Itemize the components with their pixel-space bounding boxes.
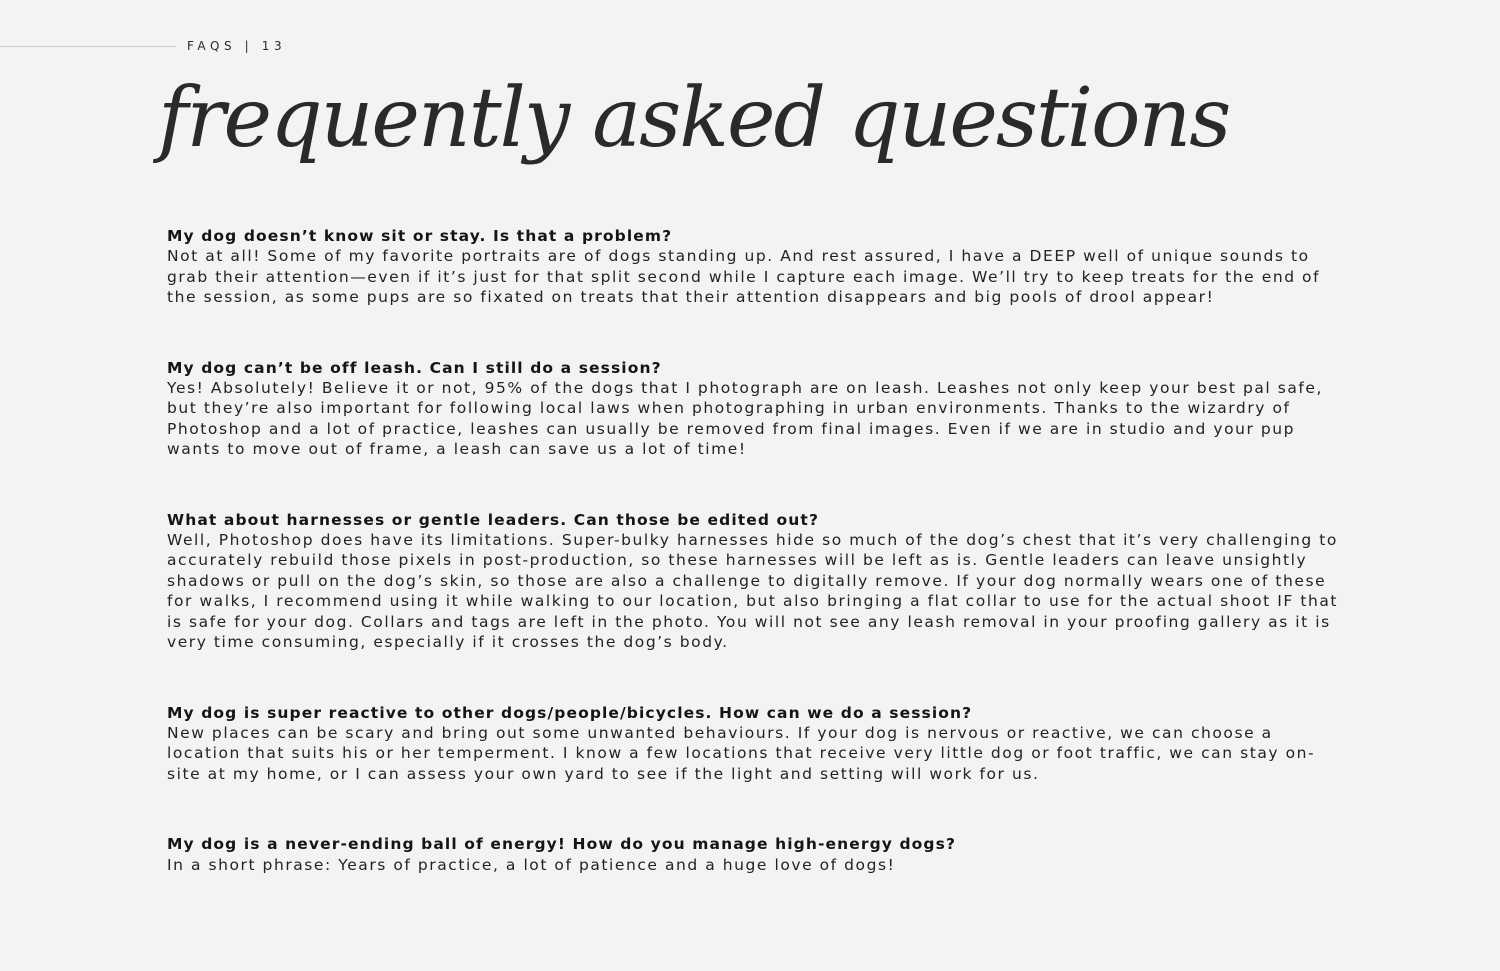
faq-question: What about harnesses or gentle leaders. Can those be edited out? — [167, 510, 820, 529]
faq-answer: In a short phrase: Years of practice, a lot of patience and a huge love of dogs! — [167, 855, 896, 874]
faq-answer: New places can be scary and bring out some unwanted behaviours. If your dog is nervous or reactive, we can choose a location that suits his or her temperment. I know a few locations that receive very little dog or foot traffic, we can stay on-site at my home, or I can assess your own yard to see if the light and setting will work for us. — [167, 723, 1316, 783]
faq-answer: Not at all! Some of my favorite portraits are of dogs standing up. And rest assured, I have a DEEP well of unique sounds to grab their attention—even if it’s just for that split second while I capture each image. We’ll try to keep treats for the end of the session, as some pups are so fixated on treats that their attention disappears and big pools of drool appear! — [167, 247, 1321, 307]
faq-answer: Yes! Absolutely! Believe it or not, 95% of the dogs that I photograph are on leash. Leashes not only keep your best pal safe, but they’re also important for following local laws when photographing in urban environments. Thanks to the wizardry of Photoshop and a lot of practice, leashes can usually be removed from final images. Even if we are in studio and your pup wants to move out of frame, a leash can save us a lot of time! — [167, 379, 1323, 459]
faq-item — [167, 703, 1342, 785]
faq-question: My dog can’t be off leash. Can I still do a session? — [167, 358, 662, 377]
header-rule — [0, 46, 176, 47]
faq-item — [167, 226, 1342, 308]
section-page-label: FAQS | 13 — [187, 39, 287, 53]
page-title: frequently asked questions — [158, 71, 1230, 166]
faq-answer: Well, Photoshop does have its limitations. Super-bulky harnesses hide so much of the dog’s chest that it’s very challenging to accurately rebuild those pixels in post-production, so these harnesses will be left as is. Gentle leaders can leave unsightly shadows or pull on the dog’s skin, so those are also a challenge to digitally remove. If your dog normally wears one of these for walks, I recommend using it while walking to our location, but also bringing a flat collar to use for the actual shoot IF that is safe for your dog. Collars and tags are left in the photo. You will not see any leash removal in your proofing gallery as it is very time consuming, especially if it crosses the dog’s body. — [167, 531, 1339, 652]
faq-question: My dog doesn’t know sit or stay. Is that a problem? — [167, 227, 673, 245]
faq-question: My dog is a never-ending ball of energy! How do you manage high-energy dogs? — [167, 835, 957, 854]
faq-question: My dog is super reactive to other dogs/people/bicycles. How can we do a session? — [167, 703, 973, 722]
faq-list — [167, 226, 1342, 925]
faq-item — [167, 358, 1342, 460]
faq-item — [167, 834, 1342, 875]
faq-item — [167, 510, 1342, 653]
